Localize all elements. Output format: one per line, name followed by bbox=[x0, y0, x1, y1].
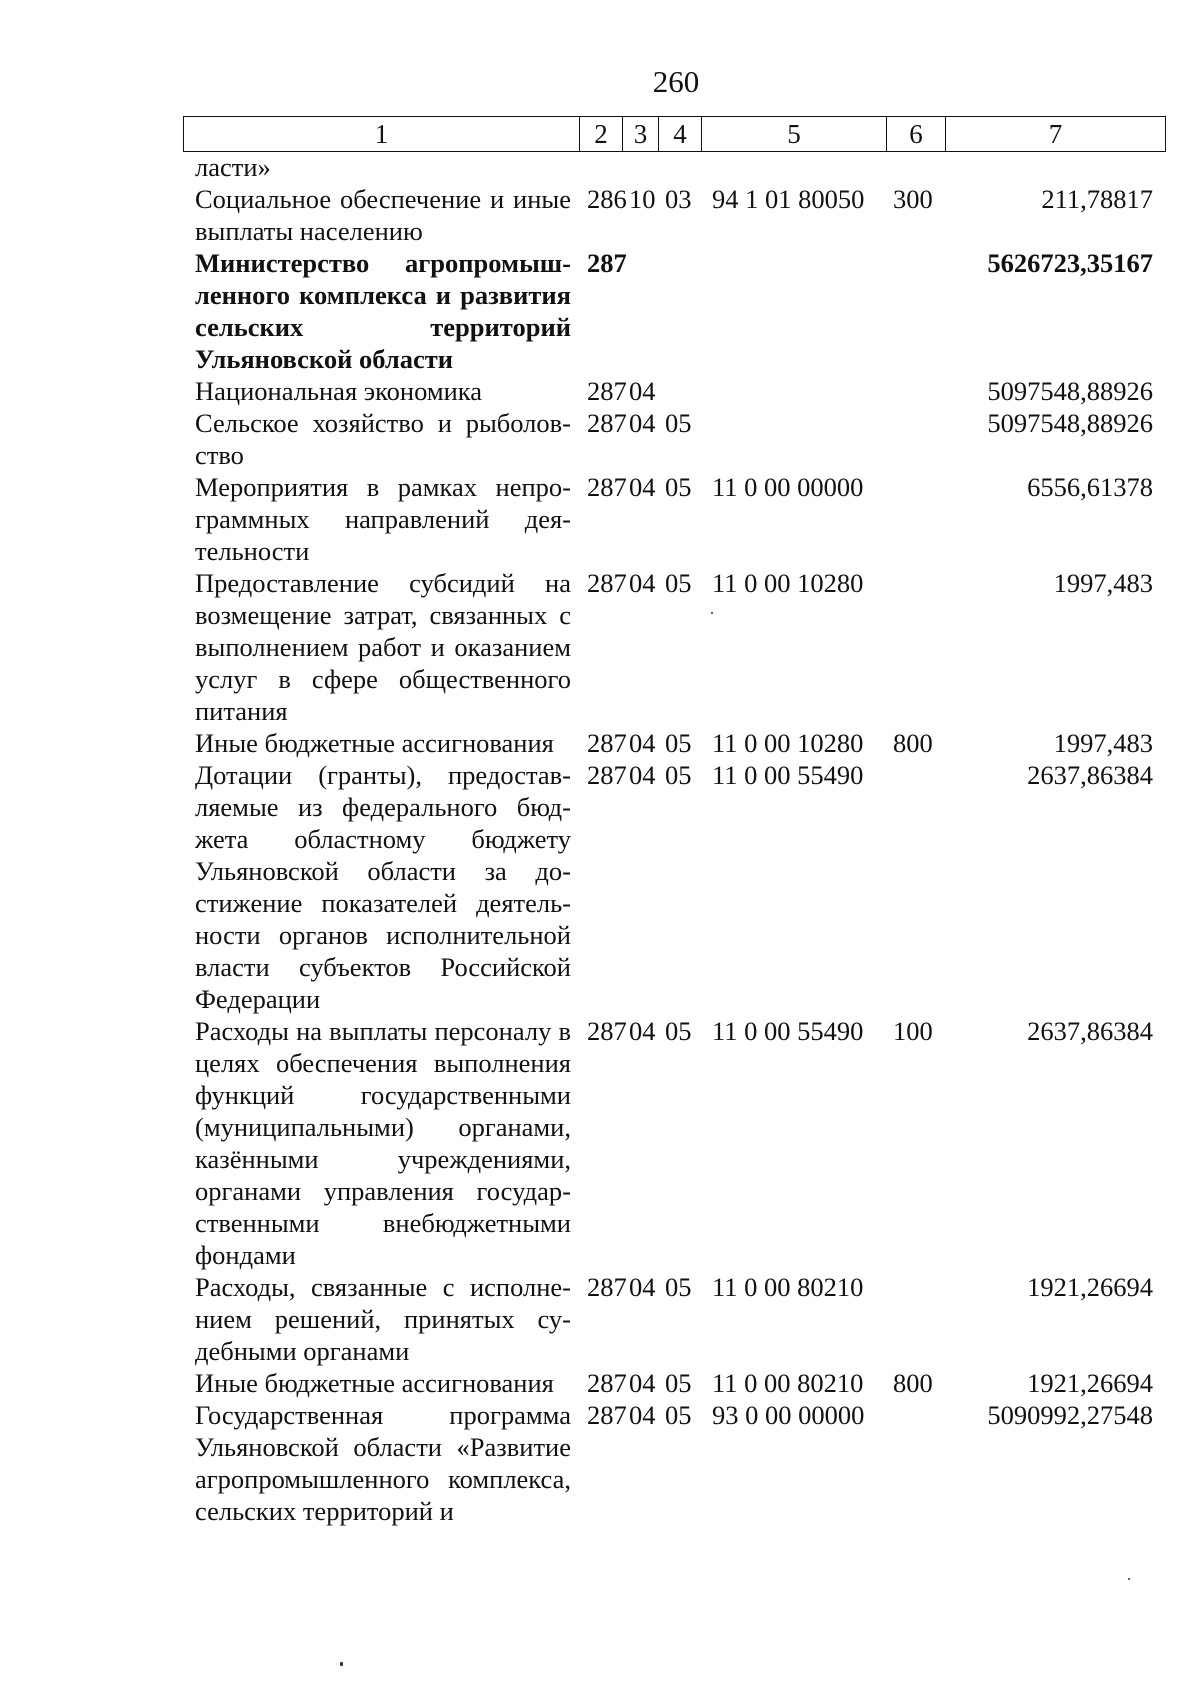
row-code-c5: 11 0 00 80210 bbox=[712, 1272, 864, 1302]
row-name: Сельское хозяйство и рыболовство bbox=[195, 408, 571, 470]
table-row bbox=[183, 1015, 1165, 1271]
row-code-c2: 287 bbox=[587, 1368, 627, 1398]
table-row bbox=[183, 727, 1165, 759]
row-amount: 5090992,27548 bbox=[987, 1400, 1153, 1430]
row-amount bbox=[945, 151, 1165, 183]
row-name: Расходы, связанные с исполнением решений, принятых судебными органами bbox=[195, 1272, 571, 1366]
row-code-c3: 04 bbox=[629, 1400, 656, 1430]
row-name: Дотации (гранты), предоставляемые из федерального бюджета областному бюджету Ульяновской области за достижение показателей деятельности органов исполнительной власти субъектов Российской Федерации bbox=[195, 760, 571, 1014]
column-header-7: 7 bbox=[946, 117, 1166, 152]
row-code-c5: 94 1 01 80050 bbox=[712, 184, 865, 214]
table-row bbox=[183, 407, 1165, 471]
row-code-c3: 04 bbox=[629, 568, 656, 598]
row-code-c6 bbox=[886, 471, 945, 567]
table-row bbox=[183, 247, 1165, 375]
table-row bbox=[183, 567, 1165, 727]
row-code-c2: 287 bbox=[587, 1400, 627, 1430]
row-code-c4 bbox=[658, 151, 701, 183]
row-code-c2: 287 bbox=[587, 760, 627, 790]
column-header-table bbox=[183, 116, 1166, 152]
row-code-c2: 287 bbox=[587, 376, 627, 406]
row-code-c3: 04 bbox=[629, 1016, 656, 1046]
row-code-c2: 287 bbox=[587, 568, 627, 598]
row-code-c5 bbox=[701, 407, 886, 471]
row-code-c6: 100 bbox=[893, 1016, 933, 1046]
row-code-c2: 287 bbox=[587, 248, 627, 278]
page-number: 260 bbox=[652, 64, 700, 99]
row-code-c6: 800 bbox=[893, 728, 933, 758]
row-code-c3: 10 bbox=[629, 184, 656, 214]
table-row bbox=[183, 375, 1165, 407]
column-header-4: 4 bbox=[659, 117, 702, 152]
row-code-c6 bbox=[886, 375, 945, 407]
row-code-c6: 300 bbox=[893, 184, 933, 214]
row-name: Национальная экономика bbox=[195, 376, 483, 406]
row-code-c3 bbox=[622, 151, 658, 183]
row-code-c5 bbox=[701, 247, 886, 375]
table-row bbox=[183, 183, 1165, 247]
row-name: Расходы на выплаты персоналу в целях обеспечения выполнения функций государственными (муниципальными) органами, казёнными учреждениями, органами управления государственными внебюджетными фондами bbox=[195, 1016, 571, 1270]
table-row bbox=[183, 1367, 1165, 1399]
column-header-row bbox=[184, 117, 1166, 152]
row-code-c6: 800 bbox=[893, 1368, 933, 1398]
row-name: Предоставление субсидий на возмещение затрат, связанных с выполнением работ и оказанием услуг в сфере общественного питания bbox=[195, 568, 571, 726]
table-row bbox=[183, 1271, 1165, 1367]
row-amount: 2637,86384 bbox=[1027, 1016, 1153, 1046]
row-name: Иные бюджетные ассигнования bbox=[195, 728, 554, 758]
row-name: Министерство агропромышленного комплекса и развития сельских территорий Ульяновской области bbox=[195, 248, 571, 374]
row-code-c6 bbox=[886, 407, 945, 471]
row-code-c2: 286 bbox=[587, 184, 627, 214]
row-code-c5: 11 0 00 80210 bbox=[712, 1368, 864, 1398]
row-code-c3: 04 bbox=[629, 760, 656, 790]
row-code-c4: 05 bbox=[665, 1272, 692, 1302]
row-amount: 1921,26694 bbox=[1027, 1368, 1153, 1398]
column-header-5: 5 bbox=[702, 117, 887, 152]
row-code-c4: 05 bbox=[665, 472, 692, 502]
row-code-c2: 287 bbox=[587, 1272, 627, 1302]
row-amount: 2637,86384 bbox=[1027, 760, 1153, 790]
row-code-c6 bbox=[886, 1271, 945, 1367]
row-code-c2: 287 bbox=[587, 472, 627, 502]
row-code-c3: 04 bbox=[629, 728, 656, 758]
row-code-c5: 11 0 00 55490 bbox=[712, 1016, 864, 1046]
row-name: ласти» bbox=[195, 152, 271, 182]
row-amount: 211,78817 bbox=[1041, 184, 1153, 214]
row-code-c4: 05 bbox=[665, 408, 692, 438]
row-code-c5: 11 0 00 00000 bbox=[712, 472, 864, 502]
table-row bbox=[183, 1399, 1165, 1527]
row-code-c6 bbox=[886, 759, 945, 1015]
table-row bbox=[183, 471, 1165, 567]
scan-speck bbox=[1128, 1578, 1130, 1580]
row-name: Иные бюджетные ассигнования bbox=[195, 1368, 554, 1398]
row-code-c4 bbox=[658, 375, 701, 407]
column-header-3: 3 bbox=[623, 117, 659, 152]
row-code-c6 bbox=[886, 247, 945, 375]
row-code-c3 bbox=[622, 247, 658, 375]
scan-speck bbox=[340, 1662, 343, 1666]
row-code-c5 bbox=[701, 375, 886, 407]
row-name: Социальное обеспечение и иные выплаты населению bbox=[195, 184, 571, 246]
row-code-c5: 11 0 00 10280 bbox=[712, 568, 864, 598]
row-code-c4: 05 bbox=[665, 1016, 692, 1046]
row-amount: 6556,61378 bbox=[1027, 472, 1153, 502]
column-header-1: 1 bbox=[184, 117, 580, 152]
table-row bbox=[183, 151, 1165, 183]
row-code-c4 bbox=[658, 247, 701, 375]
row-code-c5: 93 0 00 00000 bbox=[712, 1400, 865, 1430]
scan-speck bbox=[711, 612, 713, 614]
row-code-c3: 04 bbox=[629, 1272, 656, 1302]
row-code-c4: 05 bbox=[665, 760, 692, 790]
row-code-c3: 04 bbox=[629, 1368, 656, 1398]
row-amount: 5097548,88926 bbox=[987, 408, 1153, 438]
row-code-c6 bbox=[886, 151, 945, 183]
row-amount: 1997,483 bbox=[1053, 568, 1153, 598]
row-code-c5: 11 0 00 10280 bbox=[712, 728, 864, 758]
column-header-2: 2 bbox=[580, 117, 623, 152]
row-code-c4: 05 bbox=[665, 568, 692, 598]
row-name: Государственная программа Ульяновской области «Развитие агропромышленного комплекса, сельских территорий и bbox=[195, 1400, 571, 1526]
row-amount: 1921,26694 bbox=[1027, 1272, 1153, 1302]
row-code-c3: 04 bbox=[629, 472, 656, 502]
row-amount: 5097548,88926 bbox=[987, 376, 1153, 406]
row-code-c4: 05 bbox=[665, 728, 692, 758]
row-amount: 1997,483 bbox=[1053, 728, 1153, 758]
row-name: Мероприятия в рамках непрограммных направлений деятельности bbox=[195, 472, 571, 566]
row-code-c2: 287 bbox=[587, 408, 627, 438]
table-row bbox=[183, 759, 1165, 1015]
column-header-6: 6 bbox=[887, 117, 946, 152]
row-code-c3: 04 bbox=[629, 408, 656, 438]
row-code-c4: 05 bbox=[665, 1400, 692, 1430]
row-code-c3: 04 bbox=[629, 376, 656, 406]
row-amount: 5626723,35167 bbox=[987, 248, 1153, 278]
row-code-c2: 287 bbox=[587, 1016, 627, 1046]
row-code-c5 bbox=[701, 151, 886, 183]
row-code-c4: 05 bbox=[665, 1368, 692, 1398]
row-code-c5: 11 0 00 55490 bbox=[712, 760, 864, 790]
row-code-c2 bbox=[579, 151, 622, 183]
budget-table bbox=[183, 151, 1165, 1527]
row-code-c6 bbox=[886, 1399, 945, 1527]
row-code-c2: 287 bbox=[587, 728, 627, 758]
row-code-c6 bbox=[886, 567, 945, 727]
row-code-c4: 03 bbox=[665, 184, 692, 214]
